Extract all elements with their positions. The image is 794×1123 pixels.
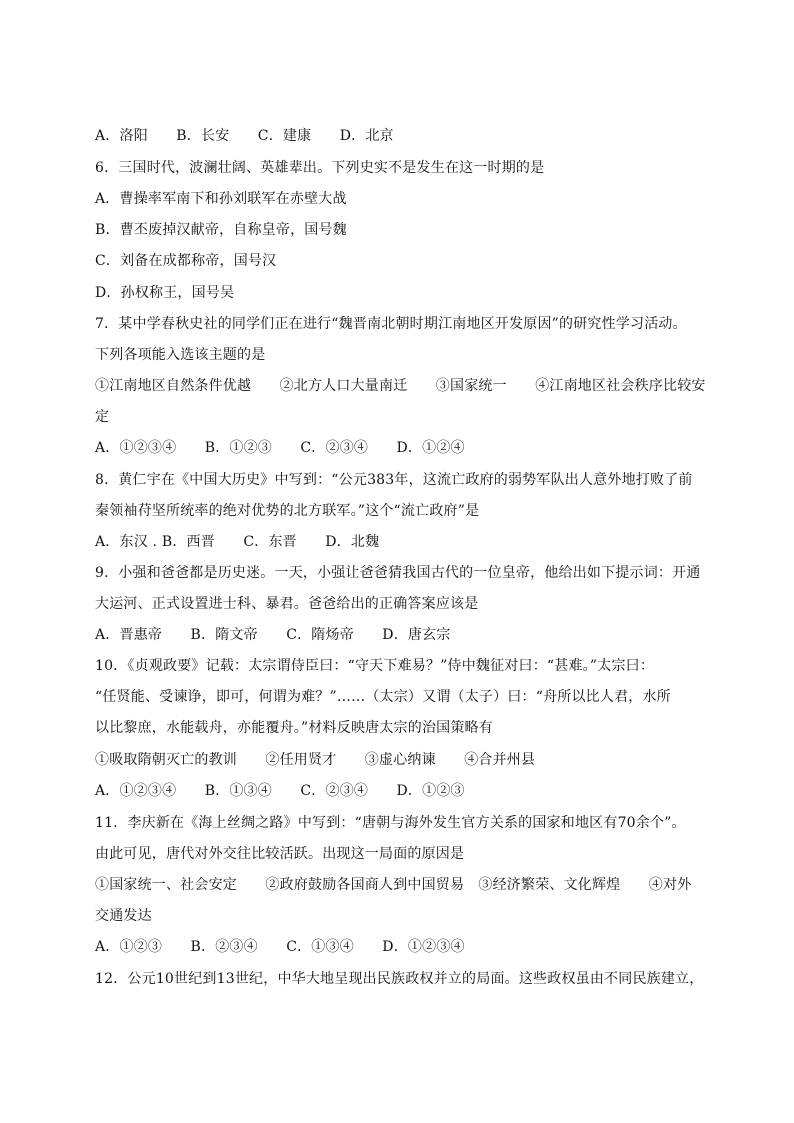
q11-items-line2: 交通发达: [95, 908, 152, 924]
q6-option-b: B．曹丕废掉汉献帝，自称皇帝，国号魏: [95, 222, 347, 238]
q12-stem-line1: 12．公元10世纪到13世纪，中华大地呈现出民族政权并立的局面。这些政权虽由不同民族建立，: [95, 971, 704, 987]
q10-stem-line1: 10．《贞观政要》记载：太宗谓侍臣曰：“守天下难易？”侍中魏征对曰：“甚难。”太宗曰：: [95, 658, 655, 674]
q9-stem-line1: 9．小强和爸爸都是历史迷。一天，小强让爸爸猜我国古代的一位皇帝，他给出如下提示词：开通: [95, 565, 701, 581]
q8-stem-line1: 8．黄仁宇在《中国大历史》中写到：“公元383年，这流亡政府的弱势军队出人意外地打败了前: [95, 472, 693, 488]
q8-stem-line2: 秦领袖苻坚所统率的绝对优势的北方联军。”这个“流亡政府”是: [95, 503, 480, 519]
q9-options: A．晋惠帝 B．隋文帝 C．隋炀帝 D．唐玄宗: [95, 627, 451, 643]
q7-items-line1: ①江南地区自然条件优越 ②北方人口大量南迁 ③国家统一 ④江南地区社会秩序比较安: [95, 378, 706, 394]
q10-options: A．①②③④ B．①③④ C．②③④ D．①②③: [95, 783, 465, 799]
q5-options: A．洛阳 B．长安 C．建康 D．北京: [95, 128, 394, 144]
q11-options: A．①②③ B．②③④ C．①③④ D．①②③④: [95, 939, 465, 955]
q6-option-d: D．孙权称王，国号吴: [95, 285, 235, 301]
q10-stem-line3: 以比黎庶，水能载舟，亦能覆舟。”材料反映唐太宗的治国策略有: [95, 720, 493, 736]
q10-items: ①吸取隋朝灭亡的教训 ②任用贤才 ③虚心纳谏 ④合并州县: [95, 752, 536, 768]
q11-items-line1: ①国家统一、社会安定 ②政府鼓励各国商人到中国贸易 ③经济繁荣、文化辉煌 ④对外: [95, 877, 692, 893]
q7-options: A．①②③④ B．①②③ C．②③④ D．①②④: [95, 440, 465, 456]
q9-stem-line2: 大运河、正式设置进士科、暴君。爸爸给出的正确答案应该是: [95, 596, 479, 612]
q6-option-a: A．曹操率军南下和孙刘联军在赤壁大战: [95, 191, 347, 207]
q7-stem-line1: 7．某中学春秋史社的同学们正在进行“魏晋南北朝时期江南地区开发原因”的研究性学习活动。: [95, 316, 687, 332]
q8-options: A．东汉 . B．西晋 C．东晋 D．北魏: [95, 534, 380, 550]
q7-items-line2: 定: [95, 409, 110, 425]
q6-stem: 6．三国时代，波澜壮阔、英雄辈出。下列史实不是发生在这一时期的是: [95, 160, 545, 176]
q10-stem-line2: “任贤能、受谏诤，即可，何谓为难？”……（太宗）又谓（太子）曰：“舟所以比人君，水所: [95, 689, 671, 705]
q11-stem-line1: 11．李庆新在《海上丝绸之路》中写到：“唐朝与海外发生官方关系的国家和地区有70余个”。: [95, 815, 686, 831]
q11-stem-line2: 由此可见，唐代对外交往比较活跃。出现这一局面的原因是: [95, 846, 465, 862]
q7-stem-line2: 下列各项能入选该主题的是: [95, 347, 266, 363]
q6-option-c: C．刘备在成都称帝，国号汉: [95, 253, 277, 269]
